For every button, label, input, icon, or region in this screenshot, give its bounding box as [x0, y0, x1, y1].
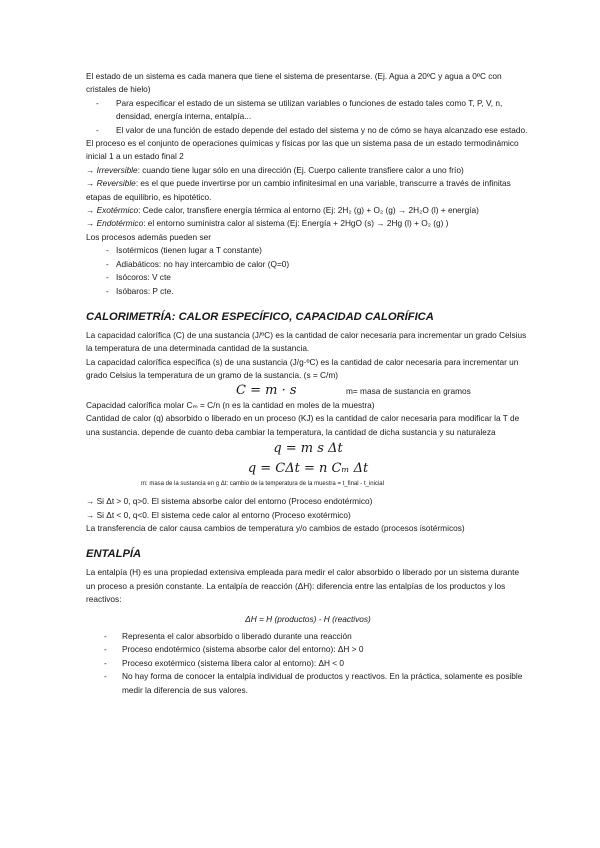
- reversible-line: [86, 177, 530, 204]
- list-item: - Adiabáticos: no hay intercambio de calor (Q=0): [86, 258, 530, 271]
- calorimetria-heading: CALORIMETRÍA: CALOR ESPECÍFICO, CAPACIDAD CALORÍFICA: [86, 310, 434, 323]
- calorimetria-p1: La capacidad calorífica (C) de una sustancia (J/ºC) es la cantidad de calor necesaria para incrementar un grado Celsius la temperatura de una determinada cantidad de la sustancia.: [86, 329, 527, 354]
- list-item: - Representa el calor absorbido o liberado durante una reacción: [86, 630, 530, 643]
- entalpia-p1: La entalpía (H) es una propiedad extensiva empleada para medir el calor absorbido o liberado por un sistema durante un proceso a presión constante. La entalpía de reacción (ΔH): diferencia entre las entalpías de los productos y los reactivos:: [86, 567, 520, 605]
- equation-q2: q = CΔt = n Cₘ Δt: [247, 461, 369, 477]
- equation-q1: q = m s Δt: [273, 441, 343, 457]
- list-item: - Isóbaros: P cte.: [86, 285, 530, 298]
- list-item: - No hay forma de conocer la entalpía individual de productos y reactivos. En la práctica, solamente es posible medir la diferencia de sus valores.: [86, 670, 530, 697]
- irreversible-line: [86, 164, 530, 177]
- list-item: - El valor de una función de estado depende del estado del sistema y no de cómo se haya alcanzado ese estado.: [86, 124, 530, 137]
- equation-c: [86, 384, 530, 398]
- procesos-list: [86, 244, 530, 298]
- molar-capacity: Capacidad calorífica molar Cₘ = C/n (n es la cantidad en moles de la muestra): [86, 399, 375, 410]
- estado-definition: El estado de un sistema es cada manera que tiene el sistema de presentarse. (Ej. Agua a 20ºC y agua a 0ºC con cristales de hielo): [86, 71, 502, 95]
- calorimetria-p2: La capacidad calorífica específica (s) de una sustancia (J/g·ºC) es la cantidad de calor necesaria para incrementar un grado Celsius la temperatura de un gramo de la sustancia. (s = C/m): [86, 356, 519, 381]
- endotermico-label: → Endotérmico: [86, 218, 144, 229]
- endotermico-text: : el entorno suministra calor al sistema (Ej: Energía + 2HgO (s) → 2Hg (l) + O₂ (g) ): [143, 218, 449, 229]
- list-item: - Isócoros: V cte: [86, 271, 530, 284]
- entalpia-heading: ENTALPÍA: [86, 548, 142, 561]
- irreversible-label: → Irreversible: [86, 164, 138, 175]
- exotermico-text: : Cede calor, transfiere energía térmica al entorno (Ej: 2H₂ (g) + O₂ (g) → 2H₂O (l) + energía): [138, 205, 479, 216]
- equation-note: m: masa de la sustancia en g Δt: cambio de la temperatura de la muestra = t_final - t_inicial: [141, 481, 384, 488]
- list-item: - Para especificar el estado de un sistema se utilizan variables o funciones de estado tales como T, P, V, n, densidad, energía interna, entalpía...: [86, 97, 530, 124]
- list-item: - Proceso endotérmico (sistema absorbe calor del entorno): ΔH > 0: [86, 643, 530, 656]
- positive-dt-line: → Si Δt > 0, q>0. El sistema absorbe calor del entorno (Proceso endotérmico): [86, 496, 373, 507]
- list-item: - Proceso exotérmico (sistema libera calor al entorno): ΔH < 0: [86, 657, 530, 670]
- estado-bullets: [86, 97, 530, 137]
- exotermico-line: [86, 204, 530, 217]
- entalpia-formula: ΔH = H (productos) - H (reactivos): [245, 613, 371, 624]
- irreversible-text: : cuando tiene lugar sólo en una dirección (Ej. Cuerpo caliente transfiere calor a uno frío): [137, 164, 464, 175]
- proceso-definition: El proceso es el conjunto de operaciones químicas y físicas por las que un sistema pasa de un estado termodinámico inicial 1 a un estado final 2: [86, 138, 519, 162]
- negative-dt-line: → Si Δt < 0, q<0. El sistema cede calor al entorno (Proceso exotérmico): [86, 509, 351, 520]
- reversible-text: : es el que puede invertirse por un cambio infinitesimal en una variable, transcurre a través de infinitas etapas de equilibrio, es hipotético.: [86, 178, 511, 202]
- calorimetria-p3: Cantidad de calor (q) absorbido o liberado en un proceso (KJ) es la cantidad de calor necesaria para modificar la T de una sustancia. depende de cuanto deba cambiar la temperatura, la cantidad de dicha sustancia y su naturaleza: [86, 413, 520, 437]
- endotermico-line: [86, 217, 530, 230]
- list-item: - Isotérmicos (tienen lugar a T constante): [86, 244, 530, 257]
- equation-c-note: m= masa de sustancia en gramos: [346, 385, 471, 396]
- equation-c-math: C = m · s: [236, 382, 297, 398]
- exotermico-label: → Exotérmico: [86, 205, 139, 216]
- entalpia-bullets: [86, 630, 530, 697]
- procesos-title: Los procesos además pueden ser: [86, 231, 211, 242]
- transfer-line: La transferencia de calor causa cambios de temperatura y/o cambios de estado (procesos isotérmicos): [86, 522, 465, 533]
- reversible-label: → Reversible: [86, 178, 136, 189]
